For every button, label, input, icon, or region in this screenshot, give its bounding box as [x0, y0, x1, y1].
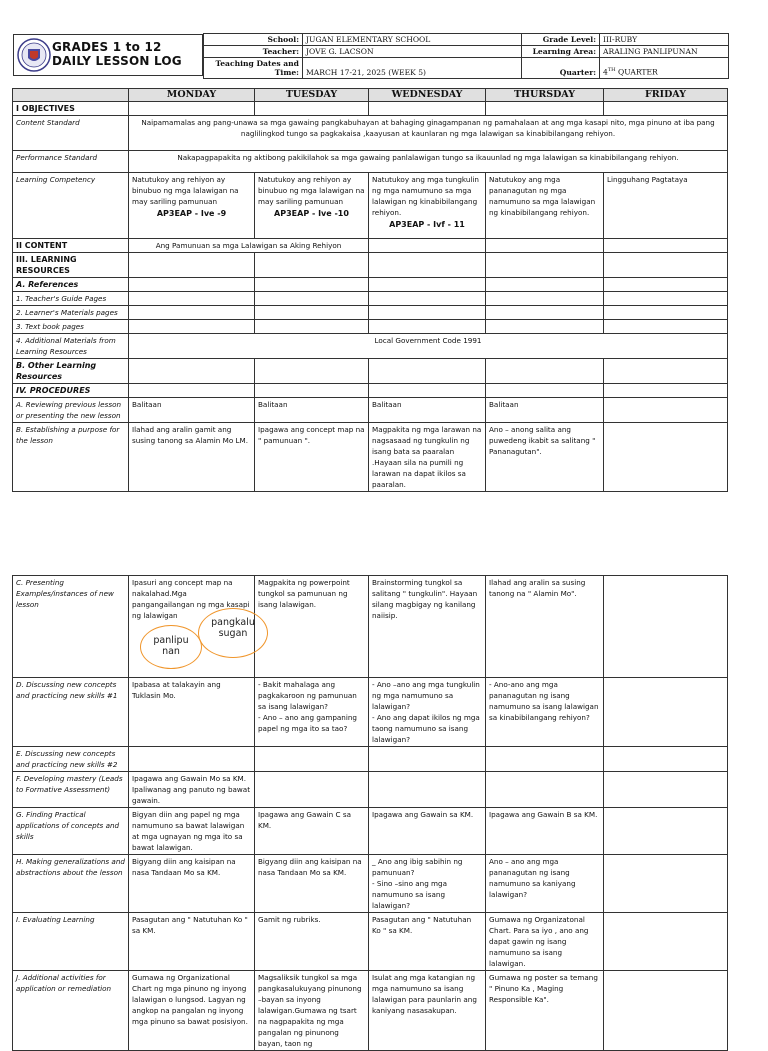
content-standard-text: Naipamamalas ang pang-unawa sa mga gawaing pangkabuhayan at bahaging ginagampanan ng pamahalaan at ang mga kasapi nito, mga pinuno at iba pang naglilingkod tungo sa pagkakaisa ,kaayusan at kaunlaran ng mga lalawigan sa kinabibilangang rehiyon. — [129, 116, 728, 151]
additional-materials-text: Local Government Code 1991 — [129, 334, 728, 359]
procedure-h-label: H. Making generalizations and abstractions about the lesson — [13, 855, 129, 913]
procedure-e-label: E. Discussing new concepts and practicing new skills #2 — [13, 747, 129, 772]
procedure-b-wednesday: Magpakita ng mga larawan na nagsasaad ng tungkulin ng isang bata sa paaralan .Hayaan sila na pumili ng larawan na dapat ikilos sa paaralan. — [369, 423, 486, 492]
procedure-f-friday — [604, 772, 728, 808]
performance-standard-text: Nakapagpapakita ng aktibong pakikilahok sa mga gawaing panlalawigan tungo sa ikauunlad ng mga lalawigan sa kinabibilangang rehiyon. — [129, 151, 728, 173]
procedure-g-thursday: Ipagawa ang Gawain B sa KM. — [486, 808, 604, 855]
procedure-i-wednesday: Pasagutan ang " Natutuhan Ko " sa KM. — [369, 913, 486, 971]
lesson-table-part2 — [12, 575, 728, 1051]
school-label: School: — [204, 34, 303, 46]
procedure-h-thursday: Ano – ano ang mga pananagutan ng isang namumuno sa kaniyang lalawigan? — [486, 855, 604, 913]
procedure-a-wednesday: Balitaan — [369, 398, 486, 423]
quarter-label: Quarter: — [522, 58, 600, 79]
area-label: Learning Area: — [522, 46, 600, 58]
concept-oval-pangkalusugan: pangkalu sugan — [198, 608, 268, 658]
procedure-g-label: G. Finding Practical applications of concepts and skills — [13, 808, 129, 855]
procedure-b-tuesday: Ipagawa ang concept map na " pamunuan ". — [255, 423, 369, 492]
lm-pages-label: 2. Learner's Materials pages — [13, 306, 129, 320]
grade-label: Grade Level: — [522, 34, 600, 46]
procedure-a-tuesday: Balitaan — [255, 398, 369, 423]
procedure-j-thursday: Gumawa ng poster sa temang " Pinuno Ka , Maging Responsible Ka". — [486, 971, 604, 1051]
tg-pages-label: 1. Teacher's Guide Pages — [13, 292, 129, 306]
deped-seal-icon — [17, 38, 51, 72]
procedure-g-tuesday: Ipagawa ang Gawain C sa KM. — [255, 808, 369, 855]
grade-value: III-RUBY — [600, 34, 729, 46]
procedure-i-friday — [604, 913, 728, 971]
performance-standard-label: Performance Standard — [13, 151, 129, 173]
procedure-c-monday: Ipasuri ang concept map na nakalahad.Mga pangangailangan ng mga kasapi ng lalawigan — [129, 576, 255, 678]
procedure-i-tuesday: Gamit ng rubriks. — [255, 913, 369, 971]
additional-materials-label: 4. Additional Materials from Learning Resources — [13, 334, 129, 359]
procedure-h-friday — [604, 855, 728, 913]
logo-subtitle: DAILY LESSON LOG — [52, 54, 182, 68]
procedure-c-tuesday: Magpakita ng powerpoint tungkol sa pamunuan ng isang lalawigan. — [255, 576, 369, 678]
procedure-d-monday: Ipabasa at talakayin ang Tuklasin Mo. — [129, 678, 255, 747]
procedure-d-label: D. Discussing new concepts and practicing new skills #1 — [13, 678, 129, 747]
competency-tuesday: Natutukoy ang rehiyon ay binubuo ng mga lalawigan na may sariling pamunuan AP3EAP - Ive -10 — [255, 173, 369, 239]
quarter-value: 4TH QUARTER — [600, 58, 729, 79]
procedure-c-thursday: Ilahad ang aralin sa susing tanong na " Alamin Mo". — [486, 576, 604, 678]
procedure-b-label: B. Establishing a purpose for the lesson — [13, 423, 129, 492]
lesson-table-part1 — [12, 88, 728, 492]
references-heading: A. References — [13, 278, 129, 292]
procedure-h-wednesday: _ Ano ang ibig sabihin ng pamunuan? - Sino –sino ang mga namumuno sa isang lalawigan? — [369, 855, 486, 913]
procedure-f-tuesday — [255, 772, 369, 808]
competency-wednesday: Natutukoy ang mga tungkulin ng mga namumuno sa mga lalawigan ng kinabibilangang rehiyon. AP3EAP - Ivf - 11 — [369, 173, 486, 239]
teacher-value: JOVE G. LACSON — [303, 46, 522, 58]
competency-thursday: Natutukoy ang mga pananagutan ng mga namumuno sa mga lalawigan ng kinabibilangang rehiyon. — [486, 173, 604, 239]
concept-oval-panlipunan: panlipu nan — [140, 625, 202, 669]
dates-value: MARCH 17-21, 2025 (WEEK 5) — [303, 58, 522, 79]
objectives-heading: I OBJECTIVES — [13, 102, 129, 116]
textbook-pages-label: 3. Text book pages — [13, 320, 129, 334]
procedure-j-friday — [604, 971, 728, 1051]
school-value: JUGAN ELEMENTARY SCHOOL — [303, 34, 522, 46]
procedure-c-label: C. Presenting Examples/instances of new lesson — [13, 576, 129, 678]
procedure-d-tuesday: - Bakit mahalaga ang pagkakaroon ng pamunuan sa isang lalawigan? - Ano – ano ang gampaning papel ng mga ito sa tao? — [255, 678, 369, 747]
teacher-label: Teacher: — [204, 46, 303, 58]
procedure-c-wednesday: Brainstorming tungkol sa salitang " tungkulin". Hayaan silang magbigay ng kanilang naiisip. — [369, 576, 486, 678]
procedure-c-friday — [604, 576, 728, 678]
resources-heading: III. LEARNING RESOURCES — [13, 253, 129, 278]
procedure-i-label: I. Evaluating Learning — [13, 913, 129, 971]
procedure-f-wednesday — [369, 772, 486, 808]
procedure-j-tuesday: Magsaliksik tungkol sa mga pangkasalukuyang pinunong –bayan sa inyong lalawigan.Gumawa ng tsart na nagpapakita ng mga pangalan ng pinunong bayan, taon ng — [255, 971, 369, 1051]
procedure-a-monday: Balitaan — [129, 398, 255, 423]
content-text: Ang Pamunuan sa mga Lalawigan sa Aking Rehiyon — [129, 239, 369, 253]
procedure-d-wednesday: - Ano –ano ang mga tungkulin ng mga namumuno sa lalawigan? - Ano ang dapat ikilos ng mga taong namumuno sa isang lalawigan? — [369, 678, 486, 747]
logo-block — [13, 34, 203, 76]
content-standard-label: Content Standard — [13, 116, 129, 151]
procedure-a-thursday: Balitaan — [486, 398, 604, 423]
logo-title: GRADES 1 to 12 — [52, 40, 162, 54]
procedure-b-monday: Ilahad ang aralin gamit ang susing tanong sa Alamin Mo LM. — [129, 423, 255, 492]
procedure-a-label: A. Reviewing previous lesson or presenting the new lesson — [13, 398, 129, 423]
day-friday: FRIDAY — [604, 89, 728, 102]
procedures-heading: IV. PROCEDURES — [13, 384, 129, 398]
procedure-h-tuesday: Bigyang diin ang kaisipan na nasa Tandaan Mo sa KM. — [255, 855, 369, 913]
procedure-j-label: J. Additional activities for application or remediation — [13, 971, 129, 1051]
procedure-g-monday: Bigyan diin ang papel ng mga namumuno sa bawat lalawigan at mga ugnayan ng mga ito sa bawat lalawigan. — [129, 808, 255, 855]
procedure-d-thursday: - Ano-ano ang mga pananagutan ng isang namumuno sa isang lalawigan sa kinabibilangang rehiyon? — [486, 678, 604, 747]
procedure-f-monday: Ipagawa ang Gawain Mo sa KM. Ipaliwanag ang panuto ng bawat gawain. — [129, 772, 255, 808]
procedure-h-monday: Bigyang diin ang kaisipan na nasa Tandaan Mo sa KM. — [129, 855, 255, 913]
procedure-i-thursday: Gumawa ng Organizatonal Chart. Para sa iyo , ano ang dapat gawin ng isang namumuno sa isang lalawigan. — [486, 913, 604, 971]
area-value: ARALING PANLIPUNAN — [600, 46, 729, 58]
procedure-j-wednesday: Isulat ang mga katangian ng mga namumuno sa isang lalawigan para paunlarin ang kaniyang nasasakupan. — [369, 971, 486, 1051]
procedure-g-friday — [604, 808, 728, 855]
header-info-table — [203, 33, 729, 79]
other-resources-heading: B. Other Learning Resources — [13, 359, 129, 384]
procedure-f-label: F. Developing mastery (Leads to Formative Assessment) — [13, 772, 129, 808]
day-thursday: THURSDAY — [486, 89, 604, 102]
procedure-d-friday — [604, 678, 728, 747]
content-heading: II CONTENT — [13, 239, 129, 253]
dates-label: Teaching Dates and Time: — [204, 58, 303, 79]
day-wednesday: WEDNESDAY — [369, 89, 486, 102]
day-tuesday: TUESDAY — [255, 89, 369, 102]
competency-monday: Natutukoy ang rehiyon ay binubuo ng mga lalawigan na may sariling pamunuan AP3EAP - Ive -9 — [129, 173, 255, 239]
competency-label: Learning Competency — [13, 173, 129, 239]
procedure-b-thursday: Ano – anong salita ang puwedeng ikabit sa salitang " Pananagutan". — [486, 423, 604, 492]
procedure-a-friday — [604, 398, 728, 423]
day-monday: MONDAY — [129, 89, 255, 102]
procedure-f-thursday — [486, 772, 604, 808]
competency-friday: Lingguhang Pagtataya — [604, 173, 728, 239]
procedure-j-monday: Gumawa ng Organizational Chart ng mga pinuno ng inyong lalawigan o lungsod. Lagyan ng angkop na pangalan ng inyong mga pinuno sa bawat posisiyon. — [129, 971, 255, 1051]
procedure-g-wednesday: Ipagawa ang Gawain sa KM. — [369, 808, 486, 855]
procedure-b-friday — [604, 423, 728, 492]
procedure-i-monday: Pasagutan ang " Natutuhan Ko " sa KM. — [129, 913, 255, 971]
corner-cell — [13, 89, 129, 102]
